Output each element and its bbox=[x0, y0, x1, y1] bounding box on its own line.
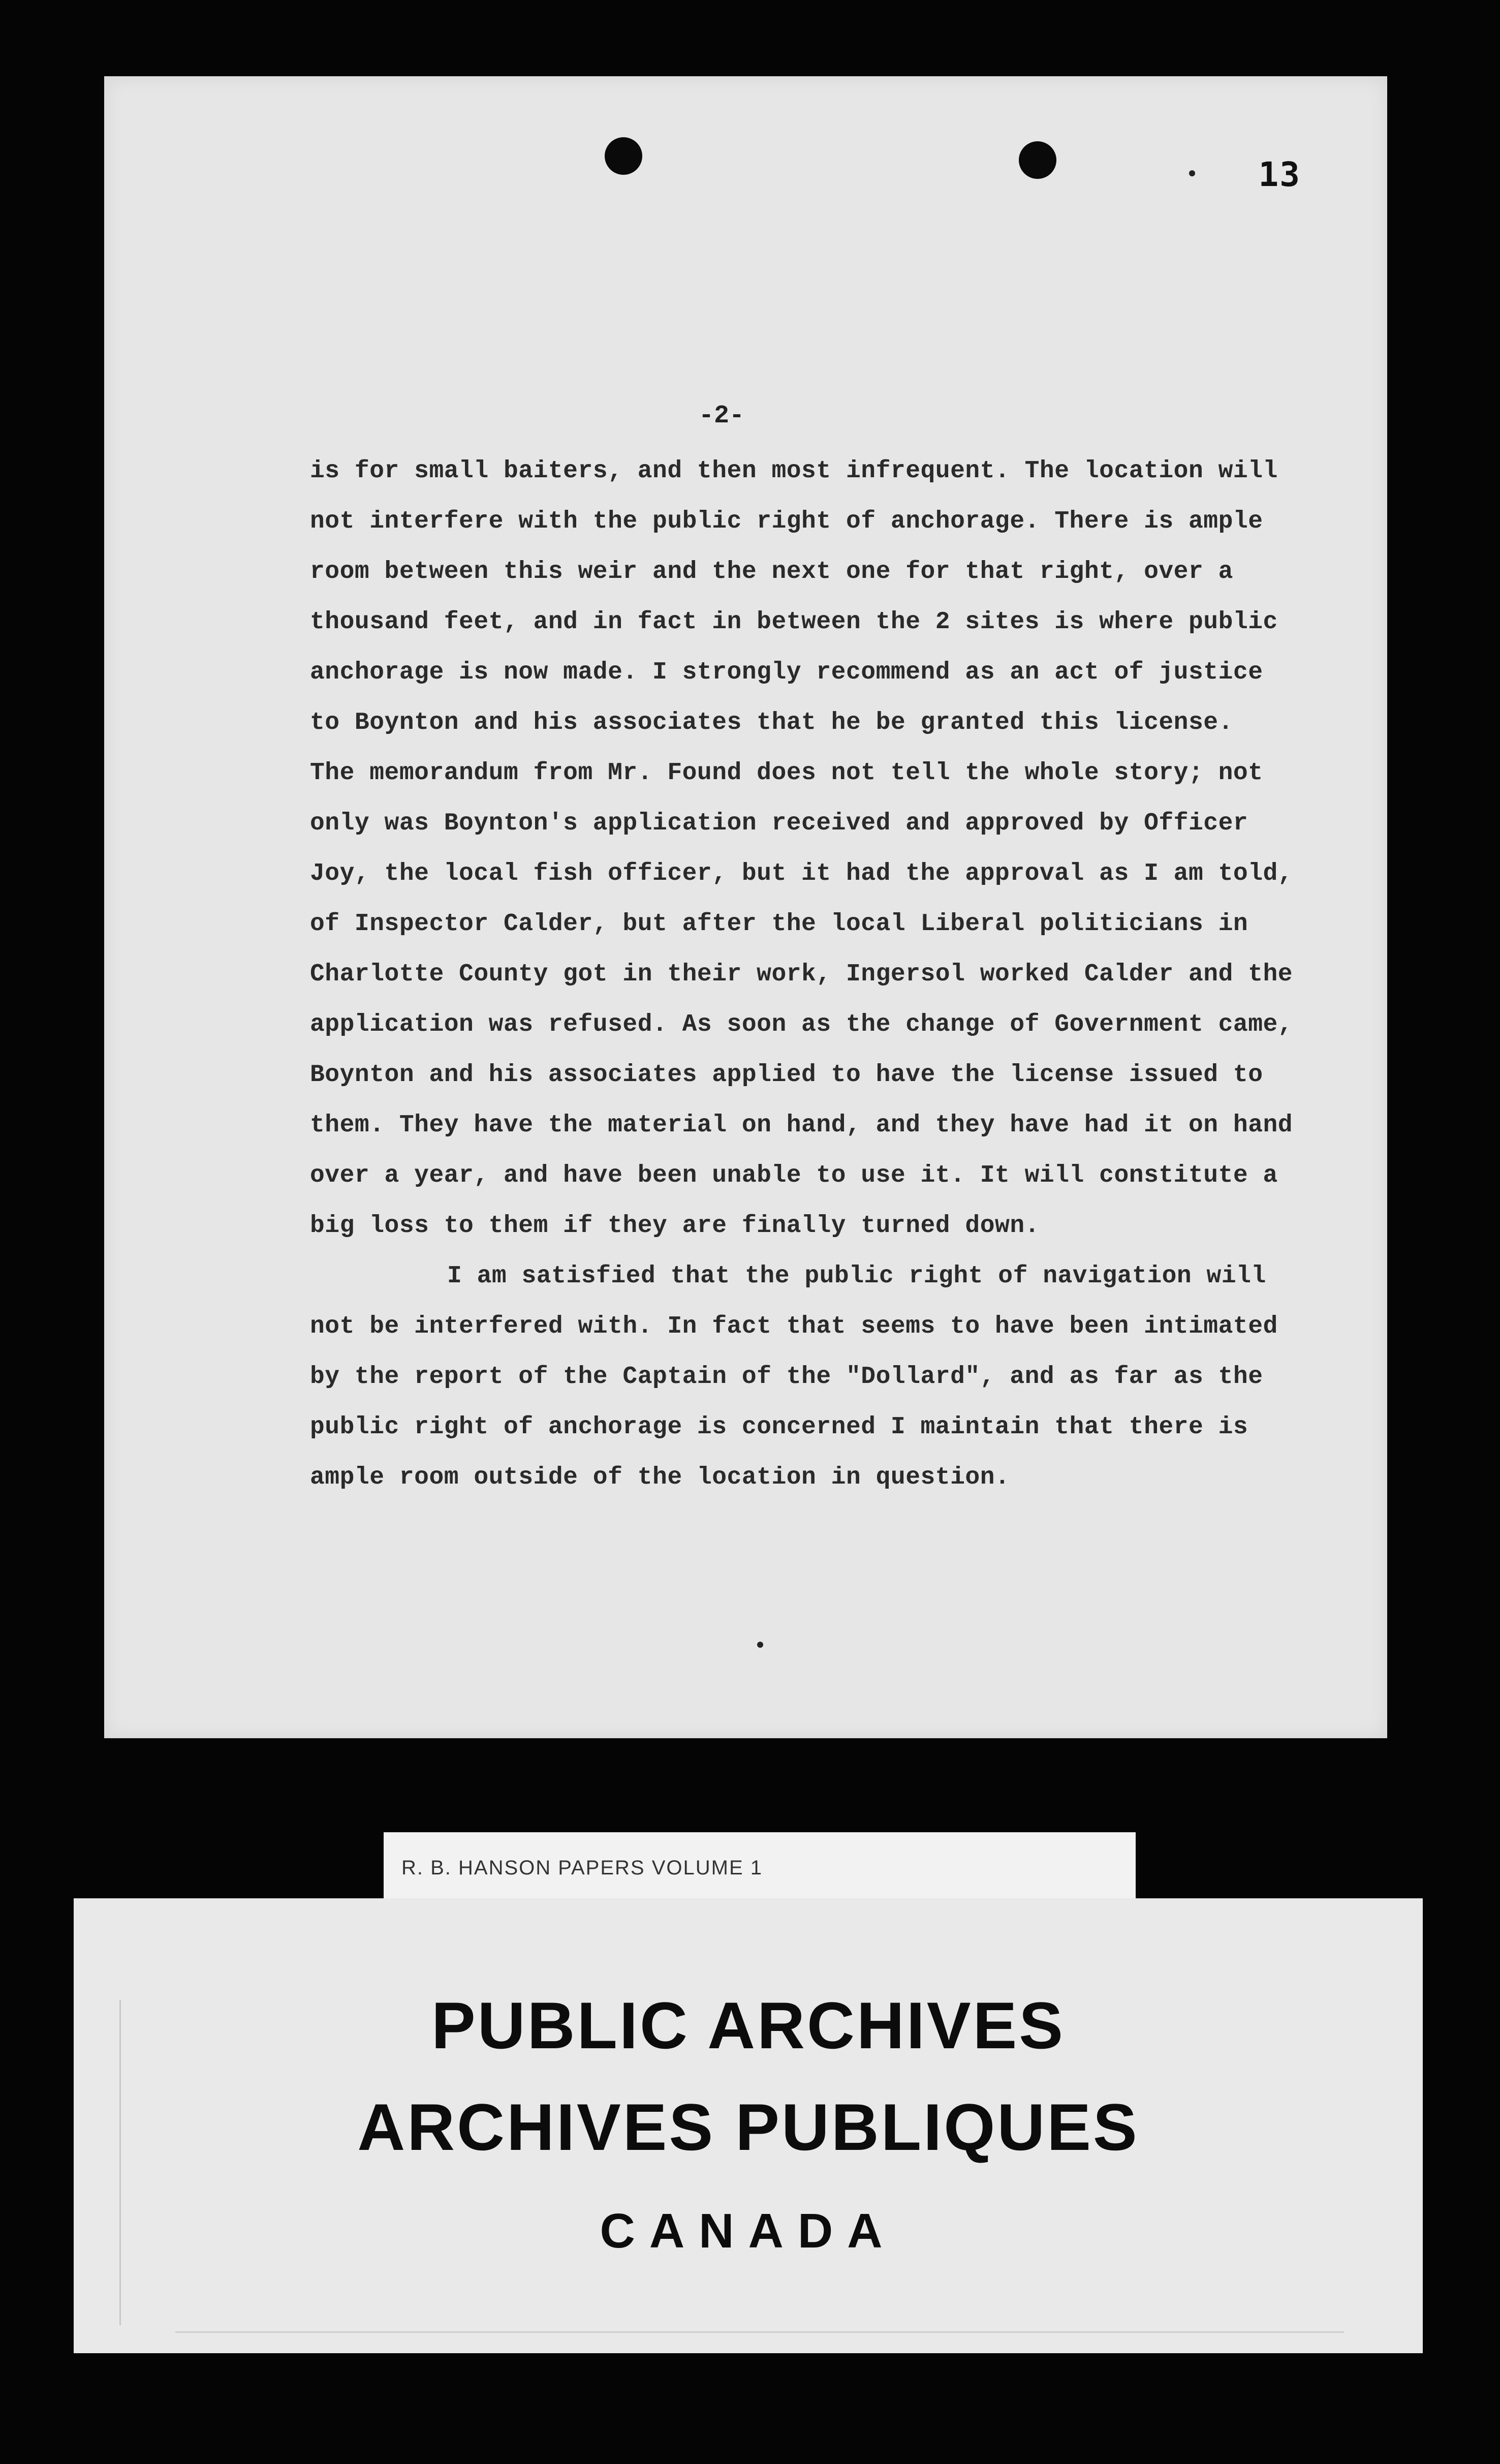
ink-speck bbox=[757, 1642, 763, 1648]
letter-line: room between this weir and the next one for that right, over a bbox=[310, 558, 1233, 586]
punch-hole-right bbox=[1019, 141, 1056, 179]
page-marker: -2- bbox=[699, 402, 745, 430]
collection-label-slip bbox=[384, 1832, 1136, 1903]
letter-line: Charlotte County got in their work, Ingersol worked Calder and the bbox=[310, 961, 1293, 988]
letter-line: The memorandum from Mr. Found does not tell the whole story; not bbox=[310, 759, 1263, 787]
letter-line: to Boynton and his associates that he be granted this license. bbox=[310, 709, 1233, 736]
letter-line: Joy, the local fish officer, but it had the approval as I am told, bbox=[310, 860, 1293, 887]
letter-line: of Inspector Calder, but after the local Liberal politicians in bbox=[310, 910, 1248, 938]
letter-line: I am satisfied that the public right of navigation will bbox=[447, 1262, 1266, 1290]
letter-line: them. They have the material on hand, and they have had it on hand bbox=[310, 1112, 1293, 1139]
archive-stamp-line-1: PUBLIC ARCHIVES bbox=[431, 1988, 1065, 2062]
letter-line: thousand feet, and in fact in between the 2 sites is where public bbox=[310, 608, 1278, 636]
letter-line: application was refused. As soon as the change of Government came, bbox=[310, 1011, 1293, 1038]
archive-stamp-card bbox=[74, 1898, 1423, 2353]
card-bottom-edge bbox=[175, 2331, 1344, 2333]
letter-line: is for small baiters, and then most infrequent. The location will bbox=[310, 457, 1278, 485]
letter-line: not be interfered with. In fact that seems to have been intimated bbox=[310, 1313, 1278, 1340]
letter-line: only was Boynton's application received and approved by Officer bbox=[310, 810, 1248, 837]
collection-label: R. B. HANSON PAPERS VOLUME 1 bbox=[401, 1857, 763, 1879]
letter-line: not interfere with the public right of anchorage. There is ample bbox=[310, 508, 1263, 535]
letter-line: big loss to them if they are finally turned down. bbox=[310, 1212, 1040, 1240]
letter-line: over a year, and have been unable to use it. It will constitute a bbox=[310, 1162, 1278, 1189]
archive-stamp-line-3: CANADA bbox=[600, 2204, 897, 2258]
page-number: 13 bbox=[1258, 155, 1301, 194]
letter-line: Boynton and his associates applied to have the license issued to bbox=[310, 1061, 1263, 1089]
punch-hole-left bbox=[605, 137, 642, 175]
letter-body bbox=[310, 446, 1336, 1503]
letter-line: ample room outside of the location in question. bbox=[310, 1464, 1010, 1491]
letter-line: by the report of the Captain of the "Dollard", and as far as the bbox=[310, 1363, 1263, 1391]
letter-line: public right of anchorage is concerned I maintain that there is bbox=[310, 1413, 1248, 1441]
ink-speck bbox=[1189, 170, 1195, 176]
letter-line: anchorage is now made. I strongly recommend as an act of justice bbox=[310, 659, 1263, 686]
archive-stamp-line-2: ARCHIVES PUBLIQUES bbox=[357, 2090, 1139, 2164]
